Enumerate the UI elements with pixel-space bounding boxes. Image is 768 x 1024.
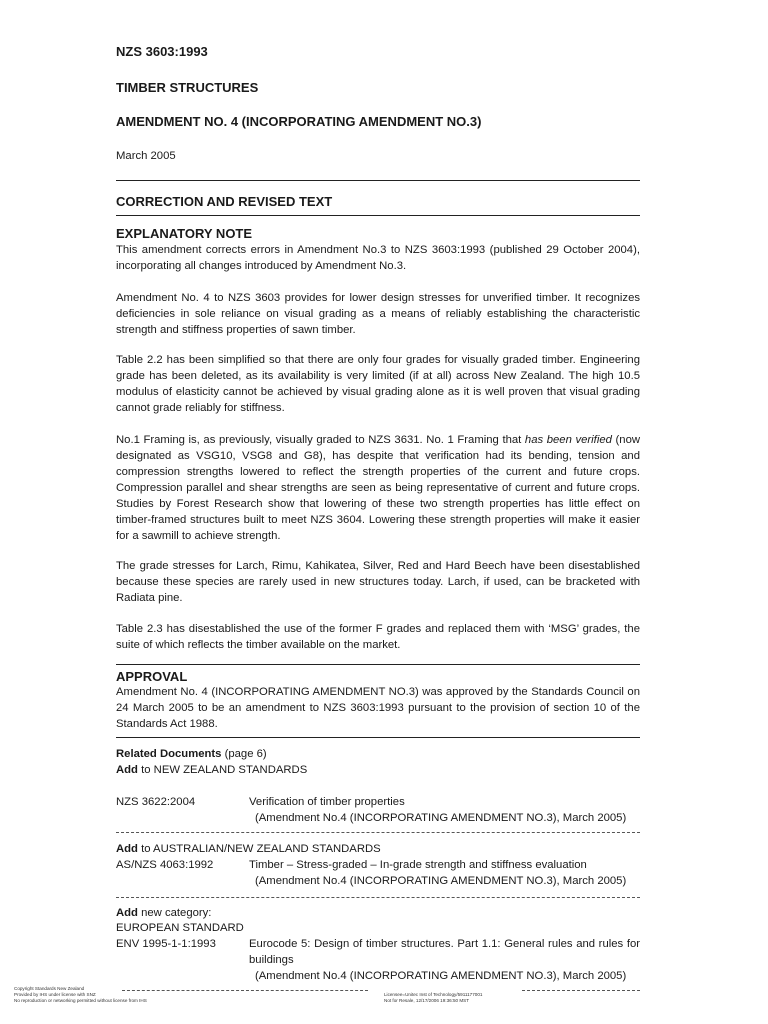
amendment-title: AMENDMENT NO. 4 (INCORPORATING AMENDMENT NO.3): [116, 114, 482, 129]
dashed-divider: [116, 897, 640, 898]
explanatory-paragraph-3: Table 2.2 has been simplified so that there are only four grades for visually graded timber. Engineering grade has been deleted, as its availability is very limited (if at all) across New Zealand. The high 10.5 modulus of elasticity cannot be achieved by visual grading alone as it is well proven that visual grading cannot grade reliably for stiffness.: [116, 354, 640, 414]
related-documents-line: Related Documents (page 6): [116, 748, 267, 760]
standard-number: NZS 3603:1993: [116, 44, 208, 59]
copyright-footer: Copyright Standards New Zealand Provided by IHS under license with SNZ No reproduction or networking permitted without license from IHS: [14, 986, 147, 1003]
amendment-date: March 2005: [116, 150, 176, 162]
document-title: TIMBER STRUCTURES: [116, 80, 259, 95]
eu-heading: EUROPEAN STANDARD: [116, 922, 244, 934]
aus-standard-title: Timber – Stress-graded – In-grade strength and stiffness evaluation: [249, 859, 587, 871]
divider: [116, 737, 640, 738]
explanatory-paragraph-4: No.1 Framing is, as previously, visually graded to NZS 3631. No. 1 Framing that has been verified (now designated as VSG10, VSG8 and G8), has despite that verification had its bending, tension and compression strengths lowered to reflect the strength properties of the current and future crops. Compression parallel and shear strengths are seen as being representative of current and future crops. Studies by Forest Research show that lowering of these two strength properties has little effect on timber-framed structures built to meet NZS 3604. Lowering these strength properties will make it easier for a sawmill to achieve strength.: [116, 434, 641, 542]
dashed-divider: [116, 832, 640, 833]
nz-standard-amendment: (Amendment No.4 (INCORPORATING AMENDMENT NO.3), March 2005): [255, 812, 627, 824]
correction-heading: CORRECTION AND REVISED TEXT: [116, 194, 333, 209]
divider: [116, 180, 640, 181]
explanatory-paragraph-6: Table 2.3 has disestablished the use of the former F grades and replaced them with ‘MSG’ grades, the suite of which reflects the timber available on the market.: [116, 623, 640, 651]
aus-standard-amendment: (Amendment No.4 (INCORPORATING AMENDMENT NO.3), March 2005): [255, 875, 627, 887]
aus-standard-code: AS/NZS 4063:1992: [116, 859, 214, 871]
add-nz-line: Add to NEW ZEALAND STANDARDS: [116, 764, 308, 776]
emphasis-text: has been verified: [524, 434, 612, 446]
approval-text: Amendment No. 4 (INCORPORATING AMENDMENT NO.3) was approved by the Standards Council on 24 March 2005 to be an amendment to NZS 3603:1993 pursuant to the provision of section 10 of the Standards Act 1988.: [116, 686, 640, 730]
explanatory-paragraph-2: Amendment No. 4 to NZS 3603 provides for lower design stresses for unverified timber. It recognizes deficiencies in sole reliance on visual grading as a means of reliably establishing the characteristic strength and stiffness properties of sawn timber.: [116, 292, 640, 336]
dashed-divider: [122, 990, 368, 991]
eu-standard-code: ENV 1995-1-1:1993: [116, 938, 216, 950]
explanatory-paragraph-1: This amendment corrects errors in Amendment No.3 to NZS 3603:1993 (published 29 October 2004), incorporating all changes introduced by Amendment No.3.: [116, 244, 640, 272]
approval-heading: APPROVAL: [116, 669, 188, 684]
explanatory-paragraph-5: The grade stresses for Larch, Rimu, Kahikatea, Silver, Red and Hard Beech have been disestablished because these species are rarely used in new structures today. Larch, if used, can be bracketed with Radiata pine.: [116, 560, 640, 604]
add-category-line: Add new category:: [116, 907, 212, 919]
dashed-divider: [522, 990, 640, 991]
nz-standard-code: NZS 3622:2004: [116, 796, 196, 808]
explanatory-heading: EXPLANATORY NOTE: [116, 226, 253, 241]
eu-standard-amendment: (Amendment No.4 (INCORPORATING AMENDMENT NO.3), March 2005): [255, 970, 627, 982]
divider: [116, 215, 640, 216]
eu-standard-title: Eurocode 5: Design of timber structures. Part 1.1: General rules and rules for buildings: [249, 938, 640, 966]
add-aus-line: Add to AUSTRALIAN/NEW ZEALAND STANDARDS: [116, 843, 381, 855]
divider: [116, 664, 640, 665]
nz-standard-title: Verification of timber properties: [249, 796, 405, 808]
license-footer: Licensee=Unitec Inst of Technology/5911177001 Not for Resale, 12/17/2006 19:36:50 MST: [384, 992, 483, 1003]
